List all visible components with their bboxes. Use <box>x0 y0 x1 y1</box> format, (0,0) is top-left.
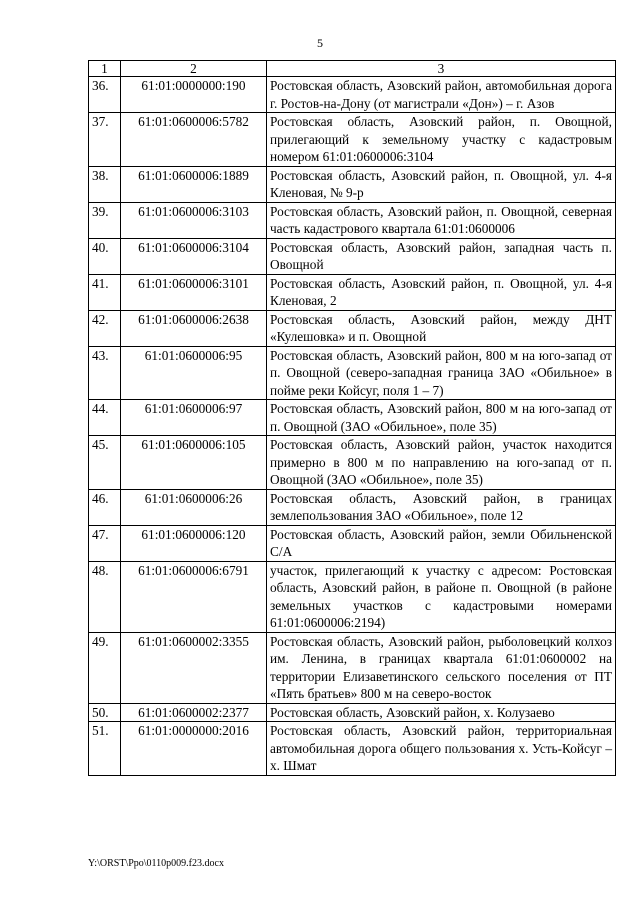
table-row <box>89 632 616 703</box>
row-number-cell: 43. <box>89 346 121 400</box>
cadastral-number-cell: 61:01:0000000:190 <box>121 77 267 113</box>
address-cell: Ростовская область, Азовский район, х. Колузаево <box>267 703 616 722</box>
address-cell: Ростовская область, Азовский район, территориальная автомобильная дорога общего пользования х. Усть-Койсуг – х. Шмат <box>267 722 616 776</box>
row-number-cell: 38. <box>89 166 121 202</box>
cadastral-number-cell: 61:01:0600006:3103 <box>121 202 267 238</box>
row-number-cell: 39. <box>89 202 121 238</box>
row-number-cell: 49. <box>89 632 121 703</box>
table-row <box>89 346 616 400</box>
row-number-cell: 47. <box>89 525 121 561</box>
address-cell: Ростовская область, Азовский район, рыболовецкий колхоз им. Ленина, в границах квартала 61:01:0600002 на территории Елизаветинского сельского поселения от ПТ «Пять братьев» 800 м на северо-восток <box>267 632 616 703</box>
row-number-cell: 41. <box>89 274 121 310</box>
table-row <box>89 400 616 436</box>
table-header <box>89 61 616 77</box>
address-cell: Ростовская область, Азовский район, 800 м на юго-запад от п. Овощной (ЗАО «Обильное», поле 35) <box>267 400 616 436</box>
row-number-cell: 48. <box>89 561 121 632</box>
address-cell: Ростовская область, Азовский район, п. Овощной, прилегающий к земельному участку с кадастровым номером 61:01:0600006:3104 <box>267 113 616 167</box>
cadastral-number-cell: 61:01:0600006:95 <box>121 346 267 400</box>
row-number-cell: 45. <box>89 436 121 490</box>
table-row <box>89 436 616 490</box>
cadastral-number-cell: 61:01:0600006:1889 <box>121 166 267 202</box>
cadastral-number-cell: 61:01:0600006:97 <box>121 400 267 436</box>
table-row <box>89 310 616 346</box>
address-cell: Ростовская область, Азовский район, автомобильная дорога г. Ростов-на-Дону (от магистрали «Дон») – г. Азов <box>267 77 616 113</box>
footer-file-path: Y:\ORST\Ppo\0110p009.f23.docx <box>88 858 224 869</box>
table-row <box>89 274 616 310</box>
cadastral-number-cell: 61:01:0600006:2638 <box>121 310 267 346</box>
address-cell: Ростовская область, Азовский район, между ДНТ «Кулешовка» и п. Овощной <box>267 310 616 346</box>
row-number-cell: 42. <box>89 310 121 346</box>
address-cell: Ростовская область, Азовский район, земли Обильненской С/А <box>267 525 616 561</box>
row-number-cell: 46. <box>89 489 121 525</box>
page-number: 5 <box>317 36 323 50</box>
table-row <box>89 561 616 632</box>
cadastral-number-cell: 61:01:0600006:6791 <box>121 561 267 632</box>
cadastral-number-cell: 61:01:0000000:2016 <box>121 722 267 776</box>
row-number-cell: 36. <box>89 77 121 113</box>
table-row <box>89 525 616 561</box>
table-row <box>89 166 616 202</box>
cadastral-table <box>88 60 616 776</box>
table-row <box>89 202 616 238</box>
table-row <box>89 703 616 722</box>
row-number-cell: 40. <box>89 238 121 274</box>
cadastral-number-cell: 61:01:0600006:26 <box>121 489 267 525</box>
cadastral-number-cell: 61:01:0600006:5782 <box>121 113 267 167</box>
column-header-address: 3 <box>267 61 616 77</box>
address-cell: Ростовская область, Азовский район, п. Овощной, ул. 4-я Кленовая, 2 <box>267 274 616 310</box>
cadastral-number-cell: 61:01:0600002:2377 <box>121 703 267 722</box>
table-row <box>89 489 616 525</box>
table-header-row <box>89 61 616 77</box>
cadastral-number-cell: 61:01:0600006:3101 <box>121 274 267 310</box>
table-body <box>89 77 616 776</box>
address-cell: Ростовская область, Азовский район, п. Овощной, северная часть кадастрового квартала 61:01:0600006 <box>267 202 616 238</box>
table-row <box>89 238 616 274</box>
address-cell: Ростовская область, Азовский район, участок находится примерно в 800 м по направлению на юго-запад от п. Овощной (ЗАО «Обильное», поле 35) <box>267 436 616 490</box>
address-cell: Ростовская область, Азовский район, 800 м на юго-запад от п. Овощной (северо-западная граница ЗАО «Обильное» в пойме реки Койсуг, поля 1 – 7) <box>267 346 616 400</box>
row-number-cell: 37. <box>89 113 121 167</box>
cadastral-number-cell: 61:01:0600006:120 <box>121 525 267 561</box>
column-header-cadastral-code: 2 <box>121 61 267 77</box>
cadastral-number-cell: 61:01:0600002:3355 <box>121 632 267 703</box>
row-number-cell: 51. <box>89 722 121 776</box>
address-cell: Ростовская область, Азовский район, п. Овощной, ул. 4-я Кленовая, № 9-р <box>267 166 616 202</box>
row-number-cell: 44. <box>89 400 121 436</box>
table-row <box>89 722 616 776</box>
table-row <box>89 113 616 167</box>
column-header-number: 1 <box>89 61 121 77</box>
cadastral-number-cell: 61:01:0600006:105 <box>121 436 267 490</box>
row-number-cell: 50. <box>89 703 121 722</box>
address-cell: Ростовская область, Азовский район, в границах землепользования ЗАО «Обильное», поле 12 <box>267 489 616 525</box>
cadastral-number-cell: 61:01:0600006:3104 <box>121 238 267 274</box>
address-cell: участок, прилегающий к участку с адресом: Ростовская область, Азовский район, в районе п. Овощной (в районе земельных участков с кадастровыми номерами 61:01:0600006:2194) <box>267 561 616 632</box>
address-cell: Ростовская область, Азовский район, западная часть п. Овощной <box>267 238 616 274</box>
table-row <box>89 77 616 113</box>
